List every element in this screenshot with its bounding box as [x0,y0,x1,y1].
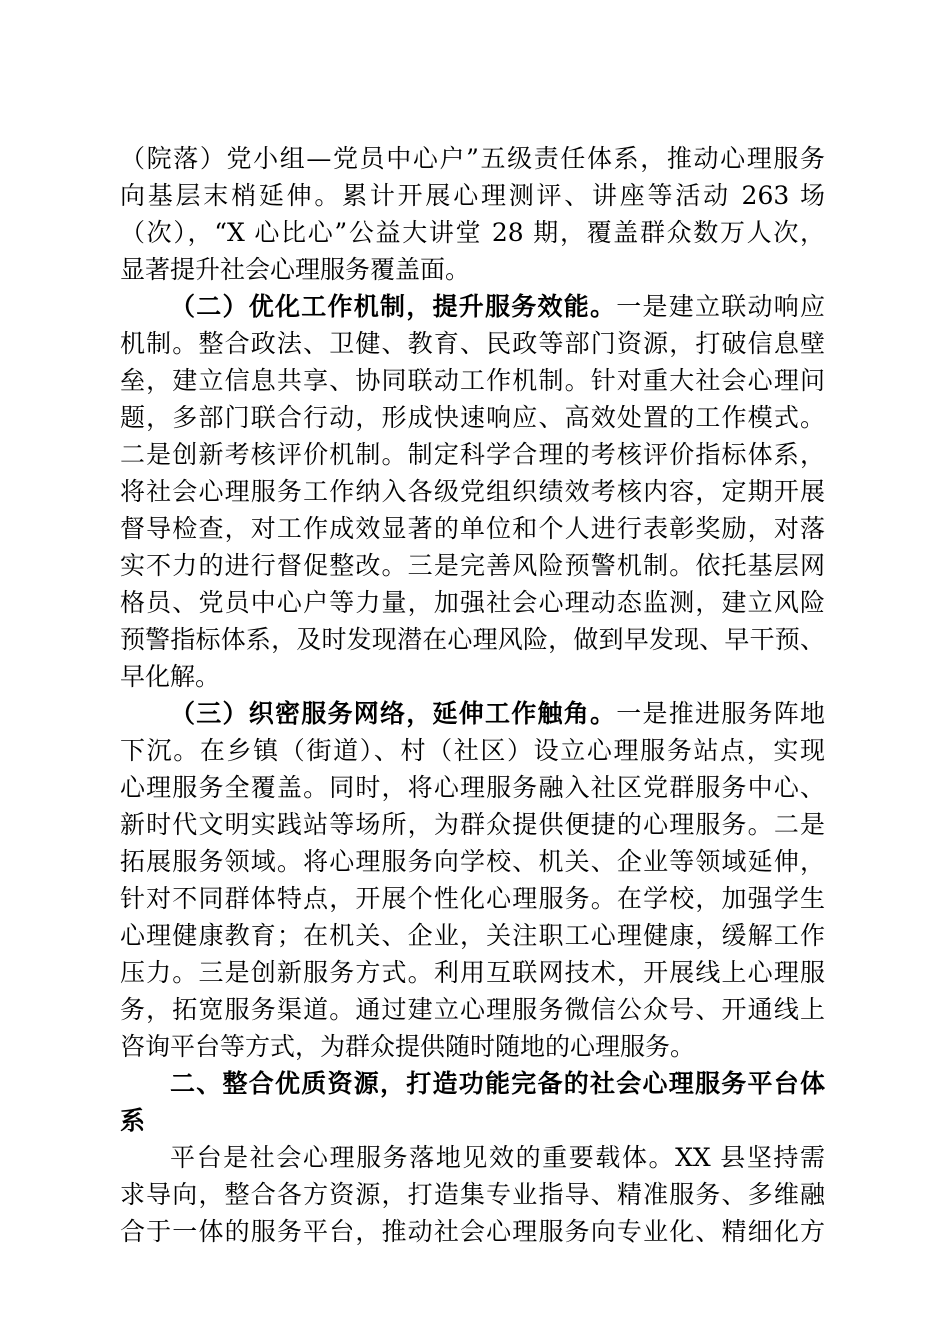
document-page [120,140,825,1250]
body-line-12: 实不力的进行督促整改。三是完善风险预警机制。依托基层网 [120,551,825,580]
section-2-heading-line-1: 二、整合优质资源，打造功能完备的社会心理服务平台体 [170,1069,825,1098]
body-line-21: 针对不同群体特点，开展个性化心理服务。在学校，加强学生 [120,884,825,913]
body-line-6: 机制。整合政法、卫健、教育、民政等部门资源，打破信息壁 [120,329,825,358]
body-line-4: 显著提升社会心理服务覆盖面。 [120,255,471,284]
body-line-3: （次），“X 心比心”公益大讲堂 28 期，覆盖群众数万人次， [120,218,825,247]
body-line-19: 新时代文明实践站等场所，为群众提供便捷的心理服务。二是 [120,810,825,839]
body-line-18: 心理服务全覆盖。同时，将心理服务融入社区党群服务中心、 [120,773,825,802]
body-line-1: （院落）党小组—党员中心户”五级责任体系，推动心理服务 [120,144,825,173]
body-line-13: 格员、党员中心户等力量，加强社会心理动态监测，建立风险 [120,588,825,617]
subsection-3-first-line [120,695,825,732]
section-2-heading-line-2: 系 [120,1106,146,1135]
body-line-15: 早化解。 [120,662,221,691]
body-line-9: 二是创新考核评价机制。制定科学合理的考核评价指标体系， [120,440,825,469]
body-line-7: 垒，建立信息共享、协同联动工作机制。针对重大社会心理问 [120,366,825,395]
body-line-8: 题，多部门联合行动，形成快速响应、高效处置的工作模式。 [120,403,825,432]
subsection-3-lead: 一是推进服务阵地 [616,699,825,728]
body-line-23: 压力。三是创新服务方式。利用互联网技术，开展线上心理服 [120,958,825,987]
subsection-2-first-line [120,288,825,325]
subsection-2-lead: 一是建立联动响应 [616,292,825,321]
body-line-14: 预警指标体系，及时发现潜在心理风险，做到早发现、早干预、 [120,625,825,654]
body-line-22: 心理健康教育；在机关、企业，关注职工心理健康，缓解工作 [120,921,825,950]
body-line-28: 平台是社会心理服务落地见效的重要载体。XX 县坚持需 [170,1143,825,1172]
body-line-24: 务，拓宽服务渠道。通过建立心理服务微信公众号、开通线上 [120,995,825,1024]
body-line-30: 合于一体的服务平台，推动社会心理服务向专业化、精细化方 [120,1217,825,1246]
subsection-3-heading: （三）织密服务网络，延伸工作触角。 [170,699,617,728]
body-line-29: 求导向，整合各方资源，打造集专业指导、精准服务、多维融 [120,1180,825,1209]
body-line-2: 向基层末梢延伸。累计开展心理测评、讲座等活动 263 场 [120,181,825,210]
body-line-11: 督导检查，对工作成效显著的单位和个人进行表彰奖励，对落 [120,514,825,543]
body-line-25: 咨询平台等方式，为群众提供随时随地的心理服务。 [120,1032,696,1061]
body-line-17: 下沉。在乡镇（街道）、村（社区）设立心理服务站点，实现 [120,736,825,765]
body-line-20: 拓展服务领域。将心理服务向学校、机关、企业等领域延伸， [120,847,825,876]
subsection-2-heading: （二）优化工作机制，提升服务效能。 [170,292,617,321]
body-line-10: 将社会心理服务工作纳入各级党组织绩效考核内容，定期开展 [120,477,825,506]
